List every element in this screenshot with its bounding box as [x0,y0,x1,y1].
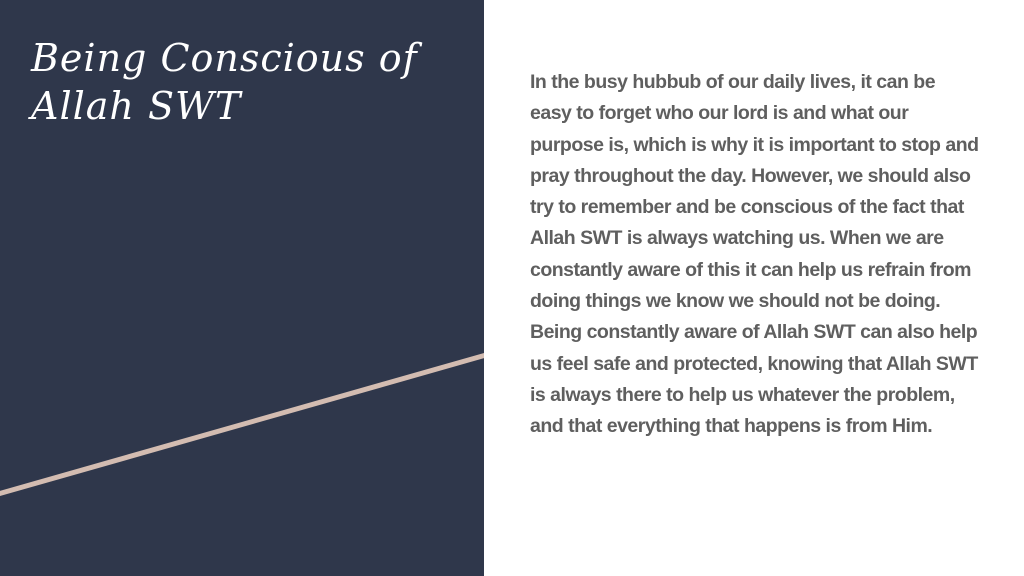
title-panel [0,0,484,576]
slide-title: Being Conscious of Allah SWT [31,36,418,128]
body-paragraph: In the busy hubbub of our daily lives, it can be easy to forget who our lord is and what our purpose is, which is why it is important to stop and pray throughout the day. However, we should also try to remember and be conscious of the fact that Allah SWT is always watching us. When we are constantly aware of this it can help us refrain from doing things we know we should not be doing. Being constantly aware of Allah SWT can also help us feel safe and protected, knowing that Allah SWT is always there to help us whatever the problem, and that everything that happens is from Him. [530,71,979,438]
